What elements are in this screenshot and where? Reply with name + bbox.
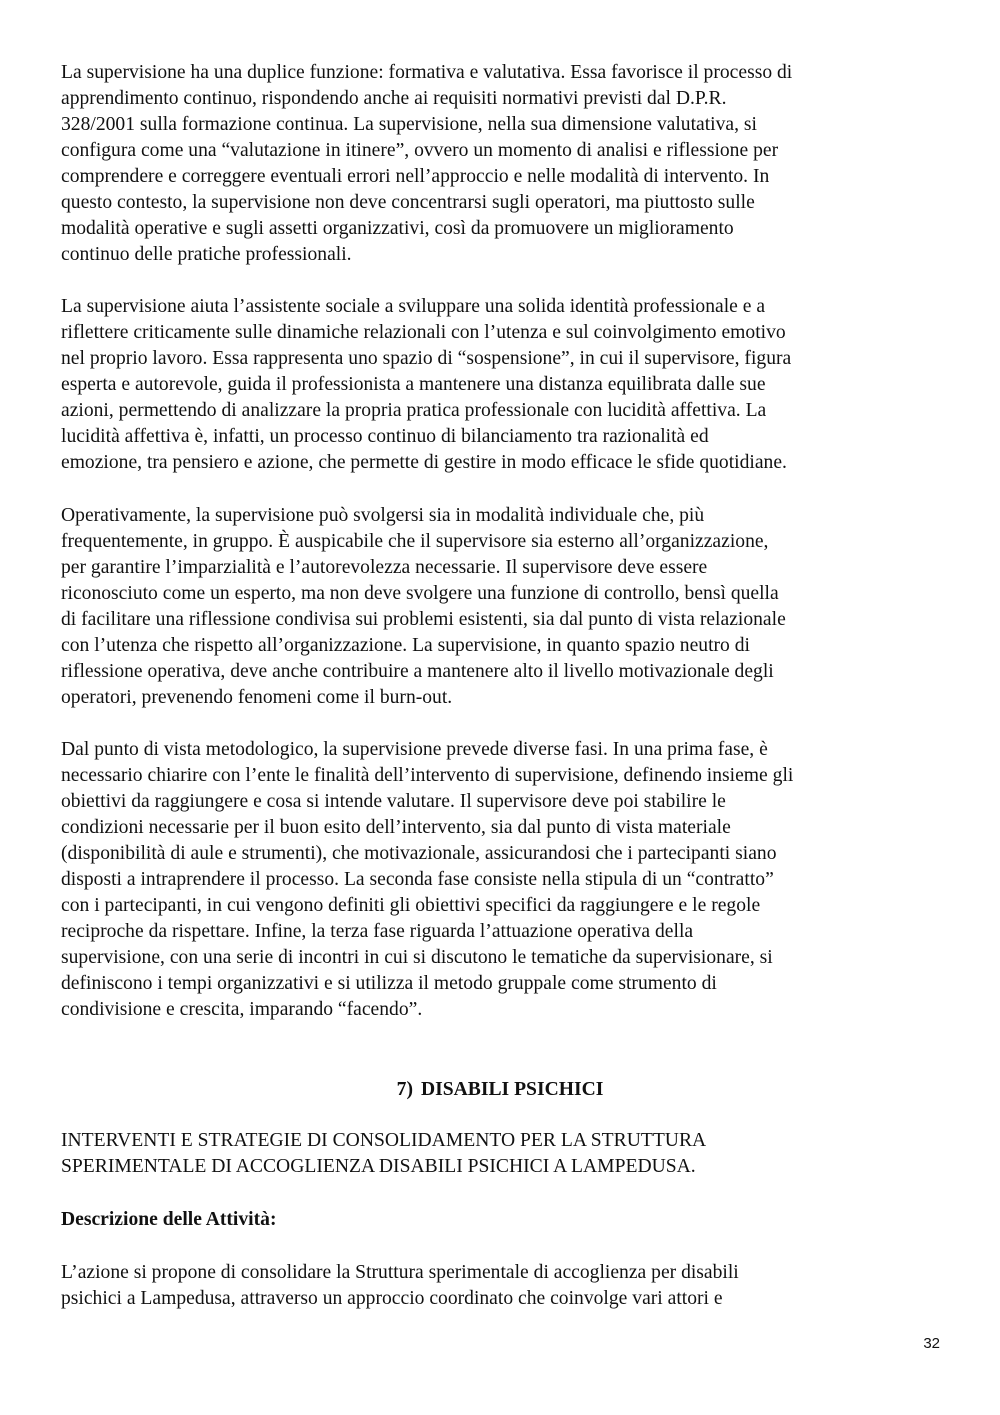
section-heading: [0, 1077, 1000, 1103]
paragraph-methodology: Dal punto di vista metodologico, la supervisione prevede diverse fasi. In una prima fase, è necessario chiarire con l’ente le finalità dell’intervento di supervisione, definendo insieme gli obiettivi da raggiungere e cosa si intende valutare. Il supervisore deve poi stabilire le condizioni necessarie per il buon esito dell’intervento, sia dal punto di vista materiale (disponibilità di aule e strumenti), che motivazionale, assicurandosi che i partecipanti siano disposti a intraprendere il processo. La seconda fase consiste nella stipula di un “contratto” con i partecipanti, in cui vengono definiti gli obiettivi specifici da raggiungere e le regole reciproche da rispettare. Infine, la terza fase riguarda l’attuazione operativa della supervisione, con una serie di incontri in cui si discutono le tematiche da supervisionare, si definiscono i tempi organizzativi e si utilizza il metodo gruppale come strumento di condivisione e crescita, imparando “facendo”.: [61, 739, 794, 1020]
section-title: DISABILI PSICHICI: [420, 1079, 604, 1100]
section-number: 7): [396, 1079, 413, 1100]
paragraph-operational-modes: Operativamente, la supervisione può svolgersi sia in modalità individuale che, più frequentemente, in gruppo. È auspicabile che il supervisore sia esterno all’organizzazione, per garantire l’imparzialità e l’autorevolezza necessarie. Il supervisore deve essere riconosciuto come un esperto, ma non deve svolgere una funzione di controllo, bensì quella di facilitare una riflessione condivisa sui problemi esistenti, sia dal punto di vista relazionale con l’utenza che rispetto all’organizzazione. La supervisione, in quanto spazio neutro di riflessione operativa, deve anche contribuire a mantenere alto il livello motivazionale degli operatori, prevenendo fenomeni come il burn-out.: [61, 505, 786, 708]
page-number: 32: [923, 1335, 940, 1352]
paragraph-intro: L’azione si propone di consolidare la Struttura sperimentale di accoglienza per disabili psichici a Lampedusa, attraverso un approccio coordinato che coinvolge vari attori e: [61, 1262, 739, 1309]
section-subtitle: INTERVENTI E STRATEGIE DI CONSOLIDAMENTO PER LA STRUTTURA SPERIMENTALE DI ACCOGLIENZA DISABILI PSICHICI A LAMPEDUSA.: [61, 1130, 707, 1177]
paragraph-professional-identity: La supervisione aiuta l’assistente sociale a sviluppare una solida identità professionale e a riflettere criticamente sulle dinamiche relazionali con l’utenza e sul coinvolgimento emotivo nel proprio lavoro. Essa rappresenta uno spazio di “sospensione”, in cui il supervisore, figura esperta e autorevole, guida il professionista a mantenere una distanza equilibrata dalle sue azioni, permettendo di analizzare la propria pratica professionale con lucidità affettiva. La lucidità affettiva è, infatti, un processo continuo di bilanciamento tra razionalità ed emozione, tra pensiero e azione, che permette di gestire in modo efficace le sfide quotidiane.: [61, 296, 792, 473]
paragraph-supervision-functions: La supervisione ha una duplice funzione: formativa e valutativa. Essa favorisce il processo di apprendimento continuo, rispondendo anche ai requisiti normativi previsti dal D.P.R. 328/2001 sulla formazione continua. La supervisione, nella sua dimensione valutativa, si configura come una “valutazione in itinere”, ovvero un momento di analisi e riflessione per comprendere e correggere eventuali errori nell’approccio e nelle modalità di intervento. In questo contesto, la supervisione non deve concentrarsi sugli operatori, ma piuttosto sulle modalità operative e sugli assetti organizzativi, così da promuovere un miglioramento continuo delle pratiche professionali.: [61, 62, 793, 265]
activities-label: Descrizione delle Attività:: [61, 1209, 277, 1230]
